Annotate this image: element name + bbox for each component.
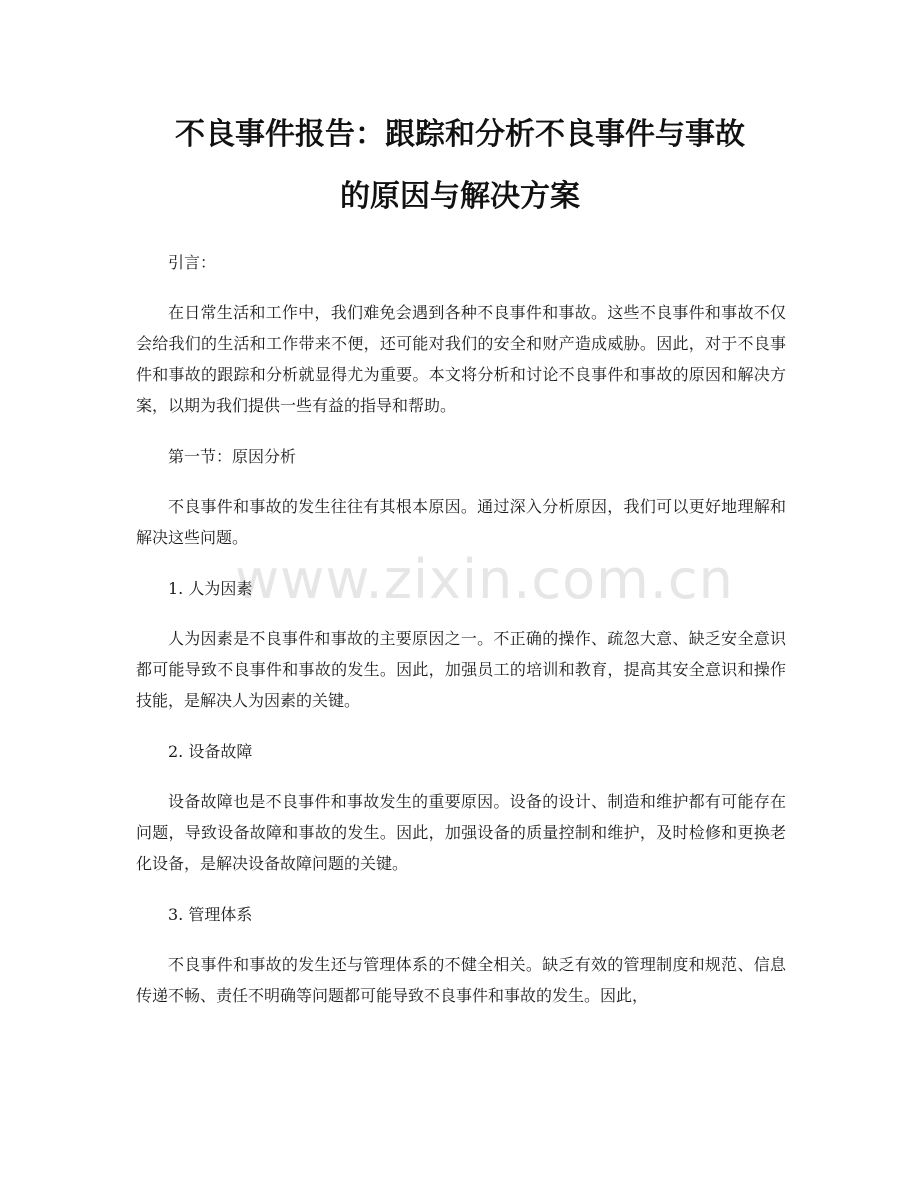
document-title [110, 104, 810, 228]
subsection-management-heading: 3. 管理体系 [168, 905, 253, 924]
watermark: www.zixin.com.cn [235, 548, 734, 611]
intro-paragraph: 在日常生活和工作中，我们难免会遇到各种不良事件和事故。这些不良事件和事故不仅会给我们的生活和工作带来不便，还可能对我们的安全和财产造成威胁。因此，对于不良事件和事故的跟踪和分析就显得尤为重要。本文将分析和讨论不良事件和事故的原因和解决方案，以期为我们提供一些有益的指导和帮助。 [136, 303, 786, 415]
subsection-equipment-paragraph: 设备故障也是不良事件和事故发生的重要原因。设备的设计、制造和维护都有可能存在问题，导致设备故障和事故的发生。因此，加强设备的质量控制和维护，及时检修和更换老化设备，是解决设备故障问题的关键。 [136, 792, 786, 873]
section-1-paragraph: 不良事件和事故的发生往往有其根本原因。通过深入分析原因，我们可以更好地理解和解决这些问题。 [136, 497, 786, 547]
subsection-equipment-heading: 2. 设备故障 [168, 742, 253, 761]
intro-heading: 引言： [168, 253, 217, 272]
subsection-management-paragraph: 不良事件和事故的发生还与管理体系的不健全相关。缺乏有效的管理制度和规范、信息传递不畅、责任不明确等问题都可能导致不良事件和事故的发生。因此， [136, 955, 786, 1005]
document-body [136, 247, 786, 1031]
section-1-heading: 第一节：原因分析 [168, 447, 297, 466]
subsection-human-factor-paragraph: 人为因素是不良事件和事故的主要原因之一。不正确的操作、疏忽大意、缺乏安全意识都可能导致不良事件和事故的发生。因此，加强员工的培训和教育，提高其安全意识和操作技能，是解决人为因素的关键。 [136, 629, 786, 710]
title-line-2: 的原因与解决方案 [340, 179, 580, 214]
title-line-1: 不良事件报告：跟踪和分析不良事件与事故 [175, 117, 745, 152]
subsection-human-factor-heading: 1. 人为因素 [168, 579, 253, 598]
